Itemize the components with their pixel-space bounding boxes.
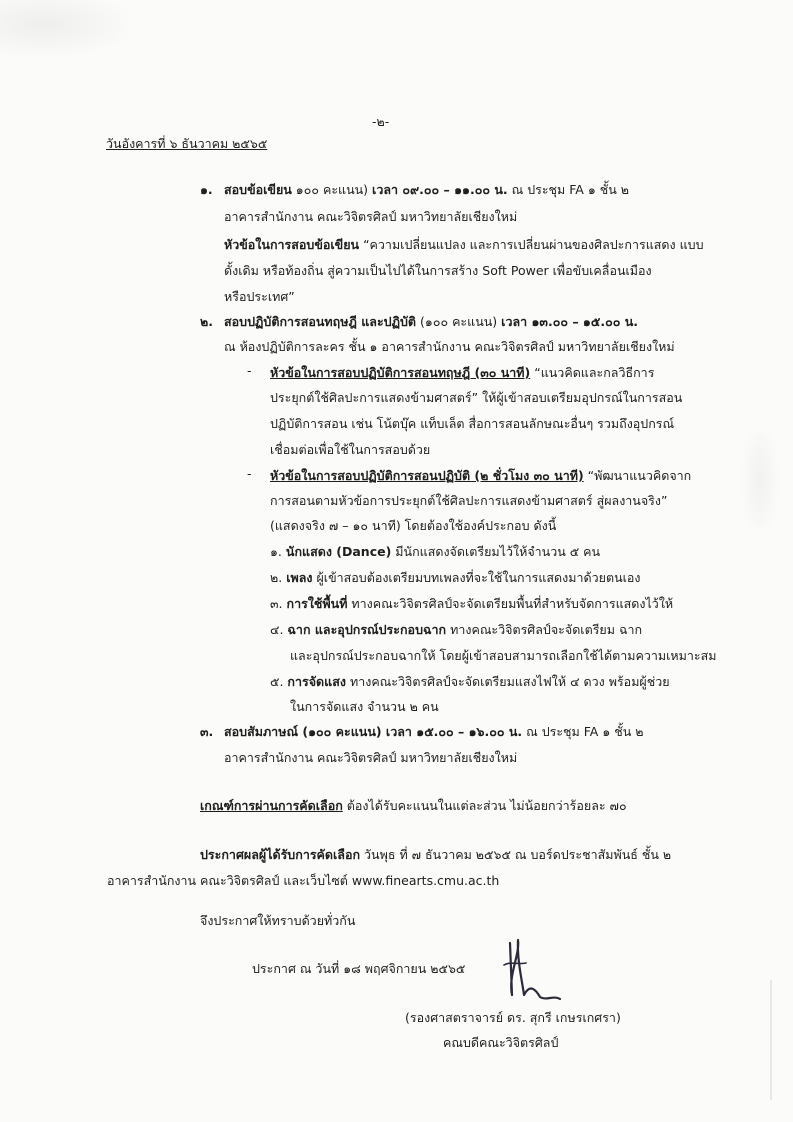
- item-1-head: สอบข้อเขียน: [224, 182, 292, 197]
- sub-item-number: ๔.: [270, 622, 284, 637]
- scan-shadow: [0, 0, 140, 60]
- announce-line: [200, 845, 671, 865]
- sub-item-text-continued: ในการจัดแสง จำนวน ๒ คน: [290, 699, 439, 714]
- sub-item-number: ๑.: [270, 544, 282, 559]
- list-item: [270, 620, 642, 640]
- sub-item-text-continued: และอุปกรณ์ประกอบฉากให้ โดยผู้เข้าสอบสามารถเลือกใช้ได้ตามความเหมาะสม: [290, 648, 717, 663]
- signature: [490, 935, 580, 1010]
- theory-line-4: เชื่อมต่อเพื่อใช้ในการสอบด้วย: [270, 442, 431, 457]
- announce-text: วันพุธ ที่ ๗ ธันวาคม ๒๕๖๕ ณ บอร์ดประชาสัมพันธ์ ชั้น ๒: [364, 847, 672, 862]
- item-3-head: สอบสัมภาษณ์ (๑๐๐ คะแนน) เวลา ๑๕.๐๐ – ๑๖.๐๐ น.: [224, 724, 523, 739]
- item-1-topic-text: “ความเปลี่ยนแปลง และการเปลี่ยนผ่านของศิลปะการแสดง แบบ: [363, 237, 704, 252]
- item-1-number: ๑.: [200, 182, 213, 197]
- item-2-time: เวลา ๑๓.๐๐ – ๑๕.๐๐ น.: [501, 314, 638, 329]
- sub-item-text: ทางคณะวิจิตรศิลป์จะจัดเตรียมแสงไฟให้ ๔ ดวง พร้อมผู้ช่วย: [349, 674, 670, 689]
- list-item: [270, 542, 600, 562]
- theory-line-2: ประยุกต์ใช้ศิลปะการแสดงข้ามศาสตร์” ให้ผู้เข้าสอบเตรียมอุปกรณ์ในการสอน: [270, 390, 683, 405]
- sub-item-text: มีนักแสดงจัดเตรียมไว้ให้จำนวน ๕ คน: [395, 544, 601, 559]
- signer-title: คณบดีคณะวิจิตรศิลป์: [443, 1035, 559, 1050]
- item-1-topic: [224, 235, 704, 255]
- sub-item-head: การจัดแสง: [287, 674, 346, 689]
- item-1-topic-line-2: ดั้งเดิม หรือท้องถิ่น สู่ความเป็นไปได้ในการสร้าง Soft Power เพื่อขับเคลื่อนเมือง: [224, 263, 652, 278]
- list-item: [270, 672, 670, 692]
- announce-line-2: อาคารสำนักงาน คณะวิจิตรศิลป์ และเว็บไซต์ www.finearts.cmu.ac.th: [107, 873, 500, 888]
- theory-text: “แนวคิดและกลวิธีการ: [534, 365, 655, 380]
- item-1-topic-label: หัวข้อในการสอบข้อเขียน: [224, 237, 360, 252]
- sub-item-text: ทางคณะวิจิตรศิลป์จะจัดเตรียมพื้นที่สำหรับจัดการแสดงไว้ให้: [351, 596, 674, 611]
- item-2-points: (๑๐๐ คะแนน): [420, 314, 498, 329]
- closing-text: จึงประกาศให้ทราบด้วยทั่วกัน: [200, 913, 356, 928]
- announced-date: ประกาศ ณ วันที่ ๑๘ พฤศจิกายน ๒๕๖๕: [252, 961, 466, 976]
- sub-item-head: การใช้พื้นที่: [286, 596, 348, 611]
- list-item: [270, 568, 641, 588]
- criteria-text: ต้องได้รับคะแนนในแต่ละส่วน ไม่น้อยกว่าร้อยละ ๗๐: [346, 798, 627, 813]
- theory-line-3: ปฏิบัติการสอน เช่น โน้ตบุ๊ค แท็บเล็ต สื่อการสอนลักษณะอื่นๆ รวมถึงอุปกรณ์: [270, 416, 675, 431]
- item-2-number: ๒.: [200, 314, 213, 329]
- theory-label: หัวข้อในการสอบปฏิบัติการสอนทฤษฎี (๓๐ นาที): [270, 365, 531, 380]
- sub-item-text: ทางคณะวิจิตรศิลป์จะจัดเตรียม ฉาก: [450, 622, 643, 637]
- dash-bullet: -: [247, 363, 252, 378]
- sub-item-text: ผู้เข้าสอบต้องเตรียมบทเพลงที่จะใช้ในการแสดงมาด้วยตนเอง: [316, 570, 641, 585]
- sub-item-head: ฉาก และอุปกรณ์ประกอบฉาก: [287, 622, 447, 637]
- practice-line: [270, 466, 691, 486]
- scan-edge: [770, 980, 772, 1100]
- item-3-room: ณ ประชุม FA ๑ ชั้น ๒: [526, 724, 644, 739]
- sub-item-number: ๓.: [270, 596, 283, 611]
- item-2-line: [224, 312, 638, 332]
- item-3-line: [224, 722, 643, 742]
- list-item: [270, 594, 673, 614]
- sub-item-number: ๒.: [270, 570, 283, 585]
- scan-shadow: [740, 420, 780, 540]
- item-1-room: ณ ประชุม FA ๑ ชั้น ๒: [511, 182, 629, 197]
- announce-label: ประกาศผลผู้ได้รับการคัดเลือก: [200, 847, 361, 862]
- criteria-label: เกณฑ์การผ่านการคัดเลือก: [200, 798, 343, 813]
- page-number: -๒-: [372, 114, 390, 129]
- item-3-number: ๓.: [200, 724, 214, 739]
- date-heading: วันอังคารที่ ๖ ธันวาคม ๒๕๖๕: [106, 136, 268, 151]
- item-1-line: [224, 180, 629, 200]
- item-1-points: ๑๐๐ คะแนน): [295, 182, 369, 197]
- practice-label: หัวข้อในการสอบปฏิบัติการสอนปฏิบัติ (๒ ชั่วโมง ๓๐ นาที): [270, 468, 584, 483]
- item-2-location: ณ ห้องปฏิบัติการละคร ชั้น ๑ อาคารสำนักงาน คณะวิจิตรศิลป์ มหาวิทยาลัยเชียงใหม่: [224, 339, 675, 354]
- item-1-time: เวลา ๐๙.๐๐ – ๑๑.๐๐ น.: [372, 182, 508, 197]
- item-1-topic-line-3: หรือประเทศ”: [224, 289, 295, 304]
- sub-item-head: นักแสดง (Dance): [285, 544, 392, 559]
- practice-text: “พัฒนาแนวคิดจาก: [587, 468, 692, 483]
- item-1-building: อาคารสำนักงาน คณะวิจิตรศิลป์ มหาวิทยาลัยเชียงใหม่: [224, 209, 518, 224]
- sub-item-head: เพลง: [286, 570, 313, 585]
- signer-name: (รองศาสตราจารย์ ดร. สุกรี เกษรเกศรา): [405, 1010, 621, 1025]
- item-3-building: อาคารสำนักงาน คณะวิจิตรศิลป์ มหาวิทยาลัยเชียงใหม่: [224, 750, 518, 765]
- criteria-line: [200, 796, 627, 816]
- item-2-head: สอบปฏิบัติการสอนทฤษฎี และปฏิบัติ: [224, 314, 417, 329]
- practice-line-3: (แสดงจริง ๗ – ๑๐ นาที) โดยต้องใช้องค์ประกอบ ดังนี้: [270, 518, 557, 533]
- dash-bullet: -: [247, 466, 252, 481]
- practice-line-2: การสอนตามหัวข้อการประยุกต์ใช้ศิลปะการแสดงข้ามศาสตร์ สู่ผลงานจริง”: [270, 493, 668, 508]
- sub-item-number: ๕.: [270, 674, 284, 689]
- theory-line: [270, 363, 654, 383]
